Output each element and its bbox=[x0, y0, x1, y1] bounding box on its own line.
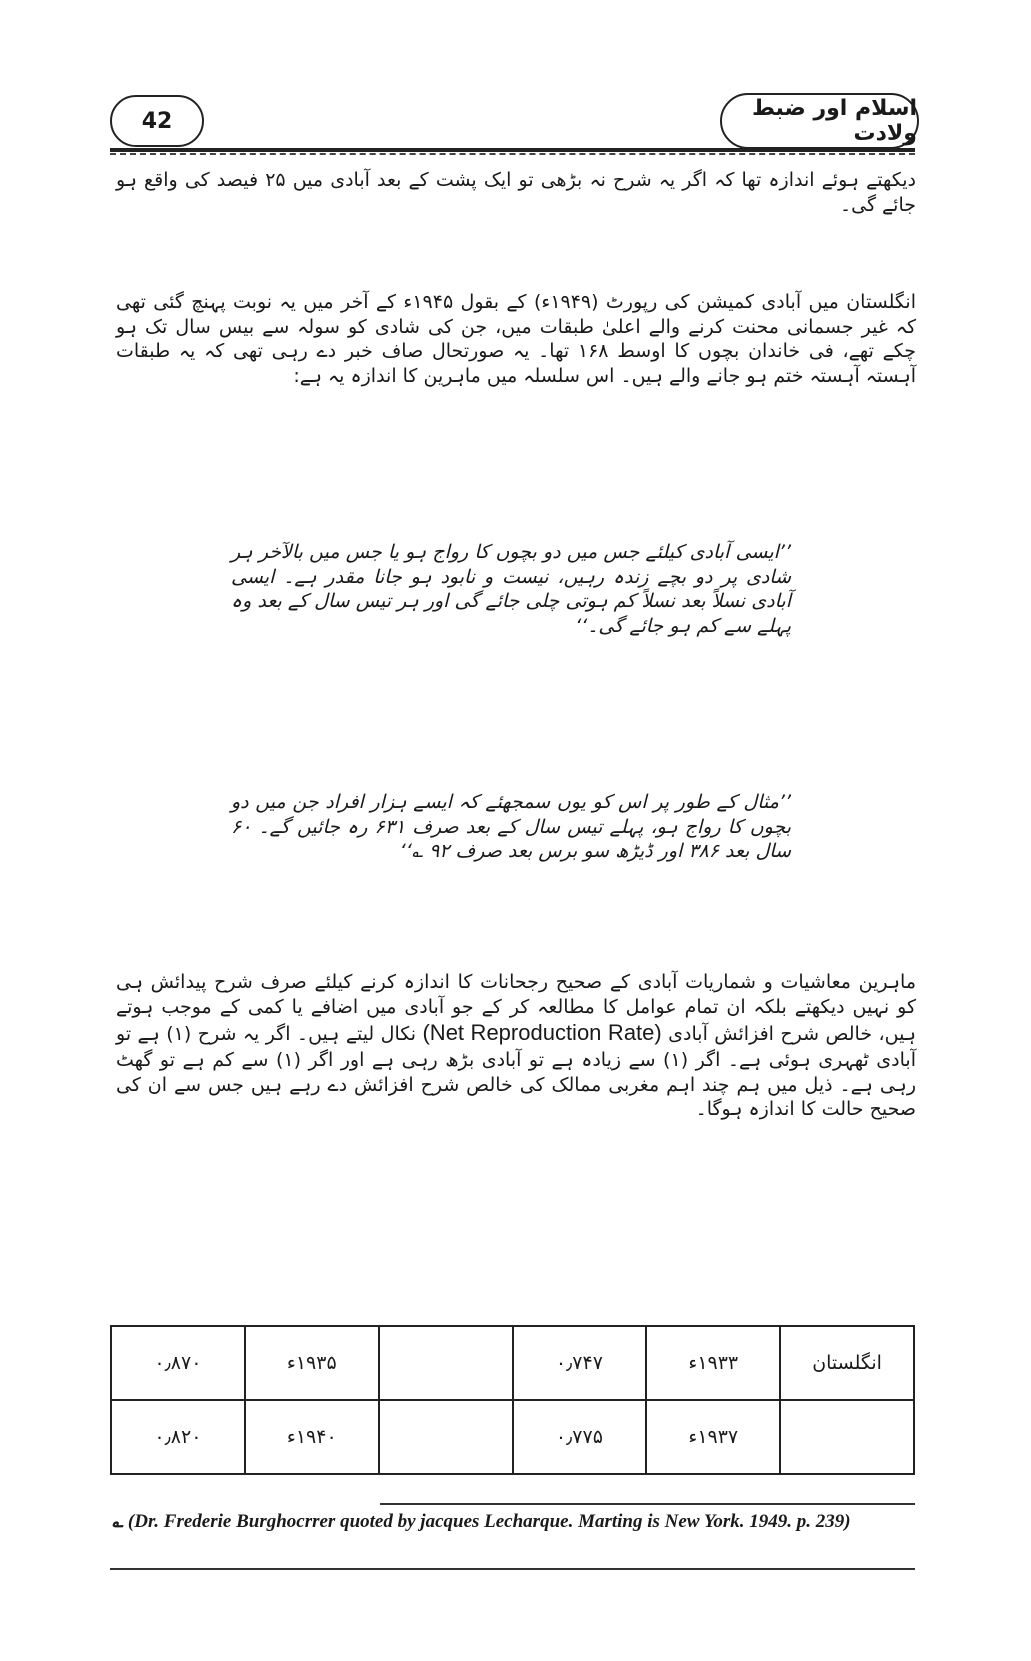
net-reproduction-rate-term: (Net Reproduction Rate) bbox=[422, 1020, 662, 1046]
table-row bbox=[111, 1326, 914, 1400]
footnote-marker: ؎ bbox=[112, 1511, 124, 1532]
footnote-rule bbox=[380, 1503, 915, 1505]
table-cell: ۰٫۷۴۷ bbox=[513, 1326, 647, 1400]
table-cell: ۰٫۸۷۰ bbox=[111, 1326, 245, 1400]
footer-rule bbox=[110, 1568, 915, 1570]
table-cell bbox=[780, 1400, 914, 1474]
paragraph-3-part-2: نکال لیتے ہیں۔ اگر یہ شرح (۱) ہے تو آبادی ٹھہری ہوئی ہے۔ اگر (۱) سے زیادہ ہے تو آبادی بڑھ رہی ہے اور اگر (۱) سے کم ہے تو گھٹ رہی ہے۔ ذیل میں ہم چند اہم مغربی ممالک کی خالص شرح افزائش دے رہے ہیں جس سے ان کی صحیح حالت کا اندازہ ہوگا۔ bbox=[116, 1023, 916, 1121]
footnote-text: (Dr. Frederie Burghocrrer quoted by jacques Lecharque. Marting is New York. 1949. p. 239) bbox=[127, 1511, 851, 1532]
table-cell bbox=[379, 1326, 513, 1400]
table-cell: ۱۹۴۰ء bbox=[245, 1400, 379, 1474]
page-number: 42 bbox=[110, 95, 204, 147]
paragraph-1: دیکھتے ہوئے اندازہ تھا کہ اگر یہ شرح نہ بڑھی تو ایک پشت کے بعد آبادی میں ۲۵ فیصد کی واقع ہو جائے گی۔ bbox=[116, 169, 917, 216]
table-cell: ۱۹۳۷ء bbox=[646, 1400, 780, 1474]
book-title: اسلام اور ضبط ولادت bbox=[720, 93, 919, 149]
table-cell: ۱۹۳۵ء bbox=[245, 1326, 379, 1400]
header-rule bbox=[110, 148, 915, 152]
table-cell: ۰٫۸۲۰ bbox=[111, 1400, 245, 1474]
table-cell: ۱۹۳۳ء bbox=[646, 1326, 780, 1400]
footnote bbox=[112, 1510, 912, 1535]
paragraph-3-part-1: ماہرین معاشیات و شماریات آبادی کے صحیح رجحانات کا اندازہ کرنے کیلئے صرف شرح پیدائش ہی کو نہیں دیکھتے بلکہ ان تمام عوامل کا مطالعہ کر کے جو آبادی میں اضافے یا کمی کے موجب ہوتے ہیں، خالص شرح افزائش آبادی bbox=[116, 971, 916, 1046]
table-cell: انگلستان bbox=[780, 1326, 914, 1400]
quote-2: ’’مثال کے طور پر اس کو یوں سمجھئے کہ ایسے ہزار افراد جن میں دو بچوں کا رواج ہو، پہلے تیس سال کے بعد صرف ۶۳۱ رہ جائیں گے۔ ۶۰ سال بعد ۳۸۶ اور ڈیڑھ سو برس بعد صرف ۹۲ ؎‘‘ bbox=[231, 791, 792, 863]
paragraph-3 bbox=[116, 970, 916, 1310]
table-cell bbox=[379, 1400, 513, 1474]
header-dashed-rule bbox=[110, 153, 915, 155]
quote-1: ’’ایسی آبادی کیلئے جس میں دو بچوں کا رواج ہو یا جس میں بالآخر ہر شادی پر دو بچے زندہ رہیں، نیست و نابود ہو جانا مقدر ہے۔ ایسی آبادی نسلاً بعد نسلاً کم ہوتی چلی جائے گی اور ہر تیس سال کے بعد وہ پہلے سے کم ہو جائے گی۔‘‘ bbox=[231, 541, 791, 638]
reproduction-rate-table bbox=[110, 1325, 915, 1475]
paragraph-2: انگلستان میں آبادی کمیشن کی رپورٹ (۱۹۴۹ء) کے بقول ۱۹۴۵ء کے آخر میں یہ نوبت پہنچ گئی تھی کہ غیر جسمانی محنت کرنے والے اعلیٰ طبقات میں، جن کی شادی کو سولہ سے بیس سال تک ہو چکے تھے، فی خاندان بچوں کا اوسط ۱۶۸ تھا۔ یہ صورتحال صاف خبر دے رہی تھی کہ یہ طبقات آہستہ آہستہ ختم ہو جانے والے ہیں۔ اس سلسلہ میں ماہرین کا اندازہ یہ ہے: bbox=[116, 291, 916, 388]
table-row bbox=[111, 1400, 914, 1474]
table-cell: ۰٫۷۷۵ bbox=[513, 1400, 647, 1474]
